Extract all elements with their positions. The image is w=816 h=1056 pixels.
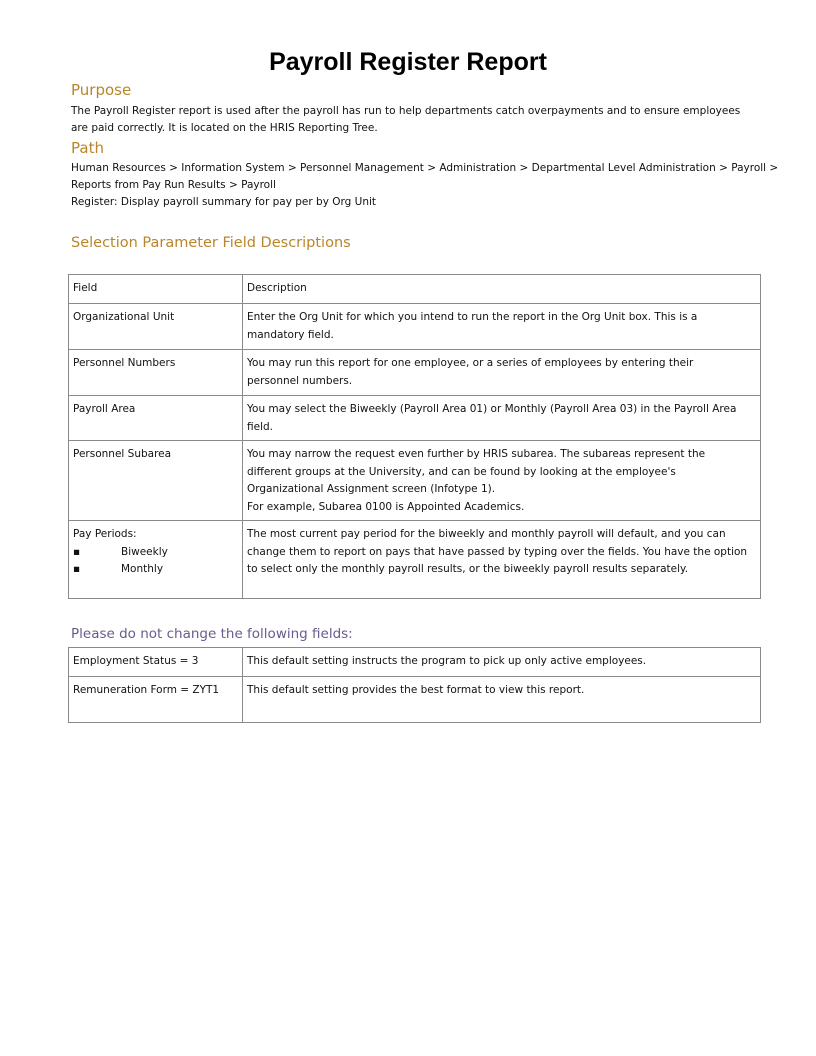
do-not-change-heading: Please do not change the following fields: bbox=[71, 626, 353, 642]
table-row bbox=[69, 521, 761, 599]
description-line: different groups at the University, and can be found by looking at the employee's bbox=[247, 465, 676, 478]
field-header: Field bbox=[69, 275, 243, 304]
path-text bbox=[71, 160, 791, 211]
path-line: Register: Display payroll summary for pay per by Org Unit bbox=[71, 196, 377, 208]
description-cell bbox=[243, 304, 761, 350]
list-item-label: Monthly bbox=[121, 563, 164, 575]
field-cell: Employment Status = 3 bbox=[69, 648, 243, 677]
table-row bbox=[69, 304, 761, 350]
path-line: Human Resources > Information System > Personnel Management > Administration > Departmental Level Administration > Payroll > bbox=[71, 162, 779, 174]
description-cell: This default setting instructs the program to pick up only active employees. bbox=[243, 648, 761, 677]
purpose-heading: Purpose bbox=[71, 81, 132, 99]
description-line: mandatory field. bbox=[247, 328, 334, 341]
table-row bbox=[69, 396, 761, 441]
description-cell: This default setting provides the best format to view this report. bbox=[243, 677, 761, 723]
purpose-line: are paid correctly. It is located on the HRIS Reporting Tree. bbox=[71, 122, 378, 134]
selection-parameters-table bbox=[68, 274, 761, 599]
description-line: Enter the Org Unit for which you intend to run the report in the Org Unit box. This is a bbox=[247, 311, 698, 323]
description-line: change them to report on pays that have passed by typing over the fields. You have the option bbox=[247, 545, 748, 558]
table-row bbox=[69, 350, 761, 396]
description-line: You may run this report for one employee, or a series of employees by entering their bbox=[247, 357, 694, 369]
list-item-label: Biweekly bbox=[121, 545, 168, 558]
table-row bbox=[69, 441, 761, 521]
bullet-icon: ▪ bbox=[73, 563, 81, 575]
field-cell: Organizational Unit bbox=[69, 304, 243, 350]
field-cell: Personnel Subarea bbox=[69, 441, 243, 521]
description-line: For example, Subarea 0100 is Appointed Academics. bbox=[247, 500, 525, 513]
description-line: Organizational Assignment screen (Infotype 1). bbox=[247, 483, 496, 495]
description-cell bbox=[243, 396, 761, 441]
bullet-icon: ▪ bbox=[73, 545, 81, 558]
description-line: You may select the Biweekly (Payroll Area 01) or Monthly (Payroll Area 03) in the Payroll Area bbox=[247, 403, 737, 415]
field-cell bbox=[69, 521, 243, 599]
description-cell bbox=[243, 441, 761, 521]
description-line: to select only the monthly payroll results, or the biweekly payroll results separately. bbox=[247, 563, 689, 575]
path-heading: Path bbox=[71, 139, 104, 157]
description-line: The most current pay period for the biweekly and monthly payroll will default, and you can bbox=[247, 528, 726, 540]
list-item bbox=[73, 544, 238, 562]
path-line: Reports from Pay Run Results > Payroll bbox=[71, 179, 276, 191]
default-fields-table bbox=[68, 647, 761, 723]
description-cell bbox=[243, 350, 761, 396]
pay-periods-label: Pay Periods: bbox=[73, 528, 137, 540]
description-line: personnel numbers. bbox=[247, 374, 353, 387]
description-cell bbox=[243, 521, 761, 599]
field-cell: Payroll Area bbox=[69, 396, 243, 441]
list-item bbox=[73, 561, 238, 579]
page-title: Payroll Register Report bbox=[269, 48, 547, 76]
table-row bbox=[69, 677, 761, 723]
description-line: You may narrow the request even further by HRIS subarea. The subareas represent the bbox=[247, 448, 706, 460]
description-header: Description bbox=[243, 275, 761, 304]
description-line: field. bbox=[247, 420, 273, 433]
selection-heading: Selection Parameter Field Descriptions bbox=[71, 235, 351, 251]
table-row bbox=[69, 648, 761, 677]
purpose-text bbox=[71, 103, 791, 137]
purpose-line: The Payroll Register report is used after the payroll has run to help departments catch overpayments and to ensure employees bbox=[71, 105, 741, 117]
field-cell: Personnel Numbers bbox=[69, 350, 243, 396]
field-cell: Remuneration Form = ZYT1 bbox=[69, 677, 243, 723]
table-header-row bbox=[69, 275, 761, 304]
